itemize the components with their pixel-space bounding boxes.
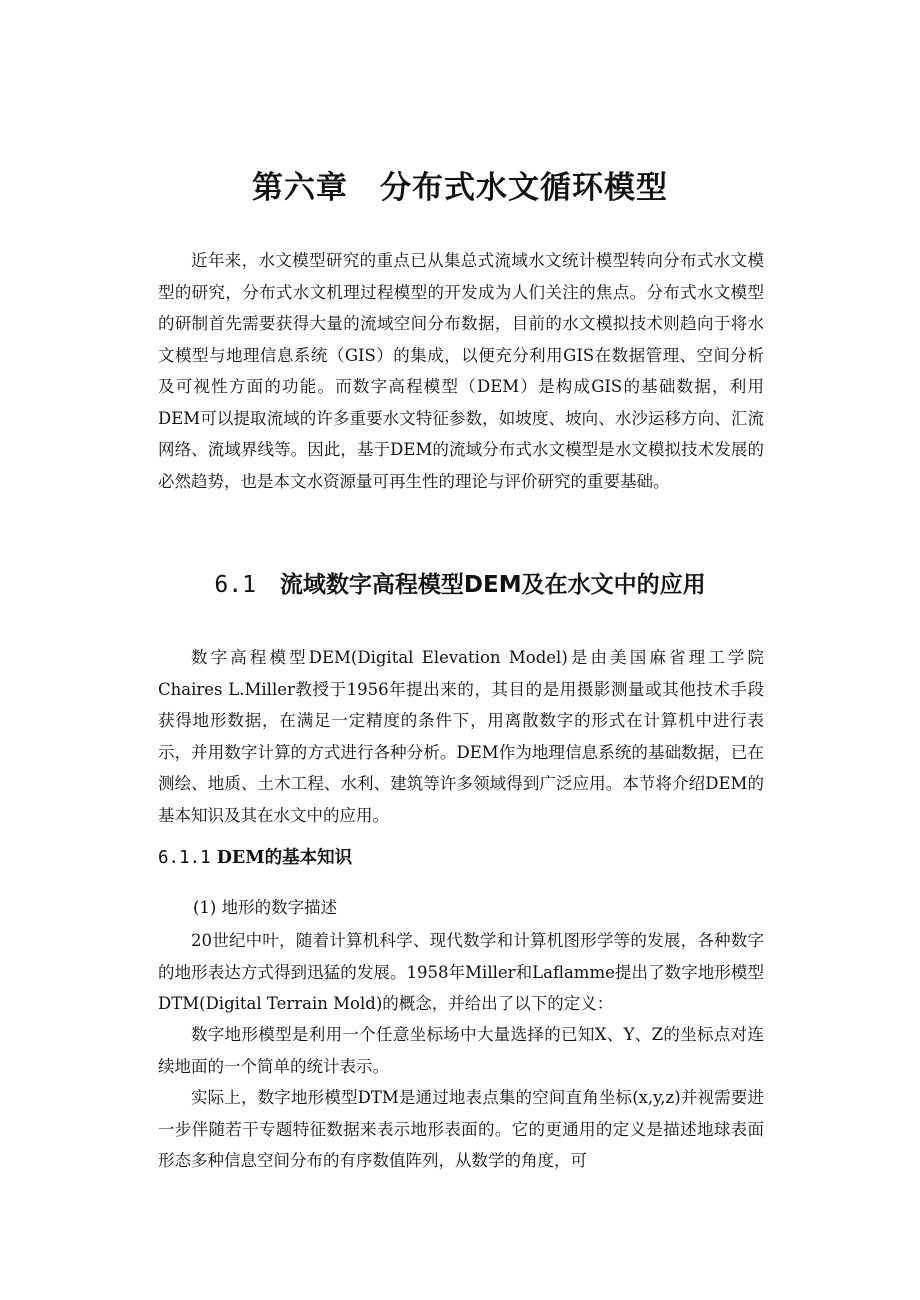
chapter-title: 第六章 分布式水文循环模型 (252, 170, 668, 206)
paragraph-definition: 数字地形模型是利用一个任意坐标场中大量选择的已知X、Y、Z的坐标点对连续地面的一个简单的统计表示。 (158, 1025, 764, 1076)
paragraph-dtm: 实际上，数字地形模型DTM是通过地表点集的空间直角坐标(x,y,z)并视需要进一步伴随若干专题特征数据来表示地形表面的。它的更通用的定义是描述地球表面形态多种信息空间分布的有序数值阵列，从数学的角度，可 (158, 1088, 764, 1170)
section-number: 6.1 (214, 572, 256, 598)
paragraph-history: 20世纪中叶，随着计算机科学、现代数学和计算机图形学等的发展，各种数字的地形表达方式得到迅猛的发展。1958年Miller和Laflamme提出了数字地形模型DTM(Digital Terrain Mold)的概念，并给出了以下的定义： (158, 931, 764, 1013)
intro-paragraph: 近年来，水文模型研究的重点已从集总式流域水文统计模型转向分布式水文模型的研究，分布式水文机理过程模型的开发成为人们关注的焦点。分布式水文模型的研制首先需要获得大量的流域空间分布数据，目前的水文模拟技术则趋向于将水文模型与地理信息系统（GIS）的集成，以便充分利用GIS在数据管理、空间分析及可视性方面的功能。而数字高程模型（DEM）是构成GIS的基础数据，利用DEM可以提取流域的许多重要水文特征参数，如坡度、坡向、水沙运移方向、汇流网络、流域界线等。因此，基于DEM的流域分布式水文模型是水文模拟技术发展的必然趋势，也是本文水资源量可再生性的理论与评价研究的重要基础。 (158, 251, 764, 491)
subsection-title: DEM的基本知识 (216, 848, 353, 868)
item-heading: (1) 地形的数字描述 (193, 898, 338, 917)
section-paragraph: 数字高程模型DEM(Digital Elevation Model)是由美国麻省理工学院Chaires L.Miller教授于1956年提出来的，其目的是用摄影测量或其他技术手段获得地形数据，在满足一定精度的条件下，用离散数字的形式在计算机中进行表示，并用数字计算的方式进行各种分析。DEM作为地理信息系统的基础数据，已在测绘、地质、土木工程、水利、建筑等许多领域得到广泛应用。本节将介绍DEM的基本知识及其在水文中的应用。 (158, 648, 764, 825)
subsection-number: 6.1.1 (158, 848, 211, 868)
section-title: 流域数字高程模型DEM及在水文中的应用 (279, 572, 706, 598)
subsection-heading (158, 844, 352, 869)
section-heading (0, 566, 920, 599)
